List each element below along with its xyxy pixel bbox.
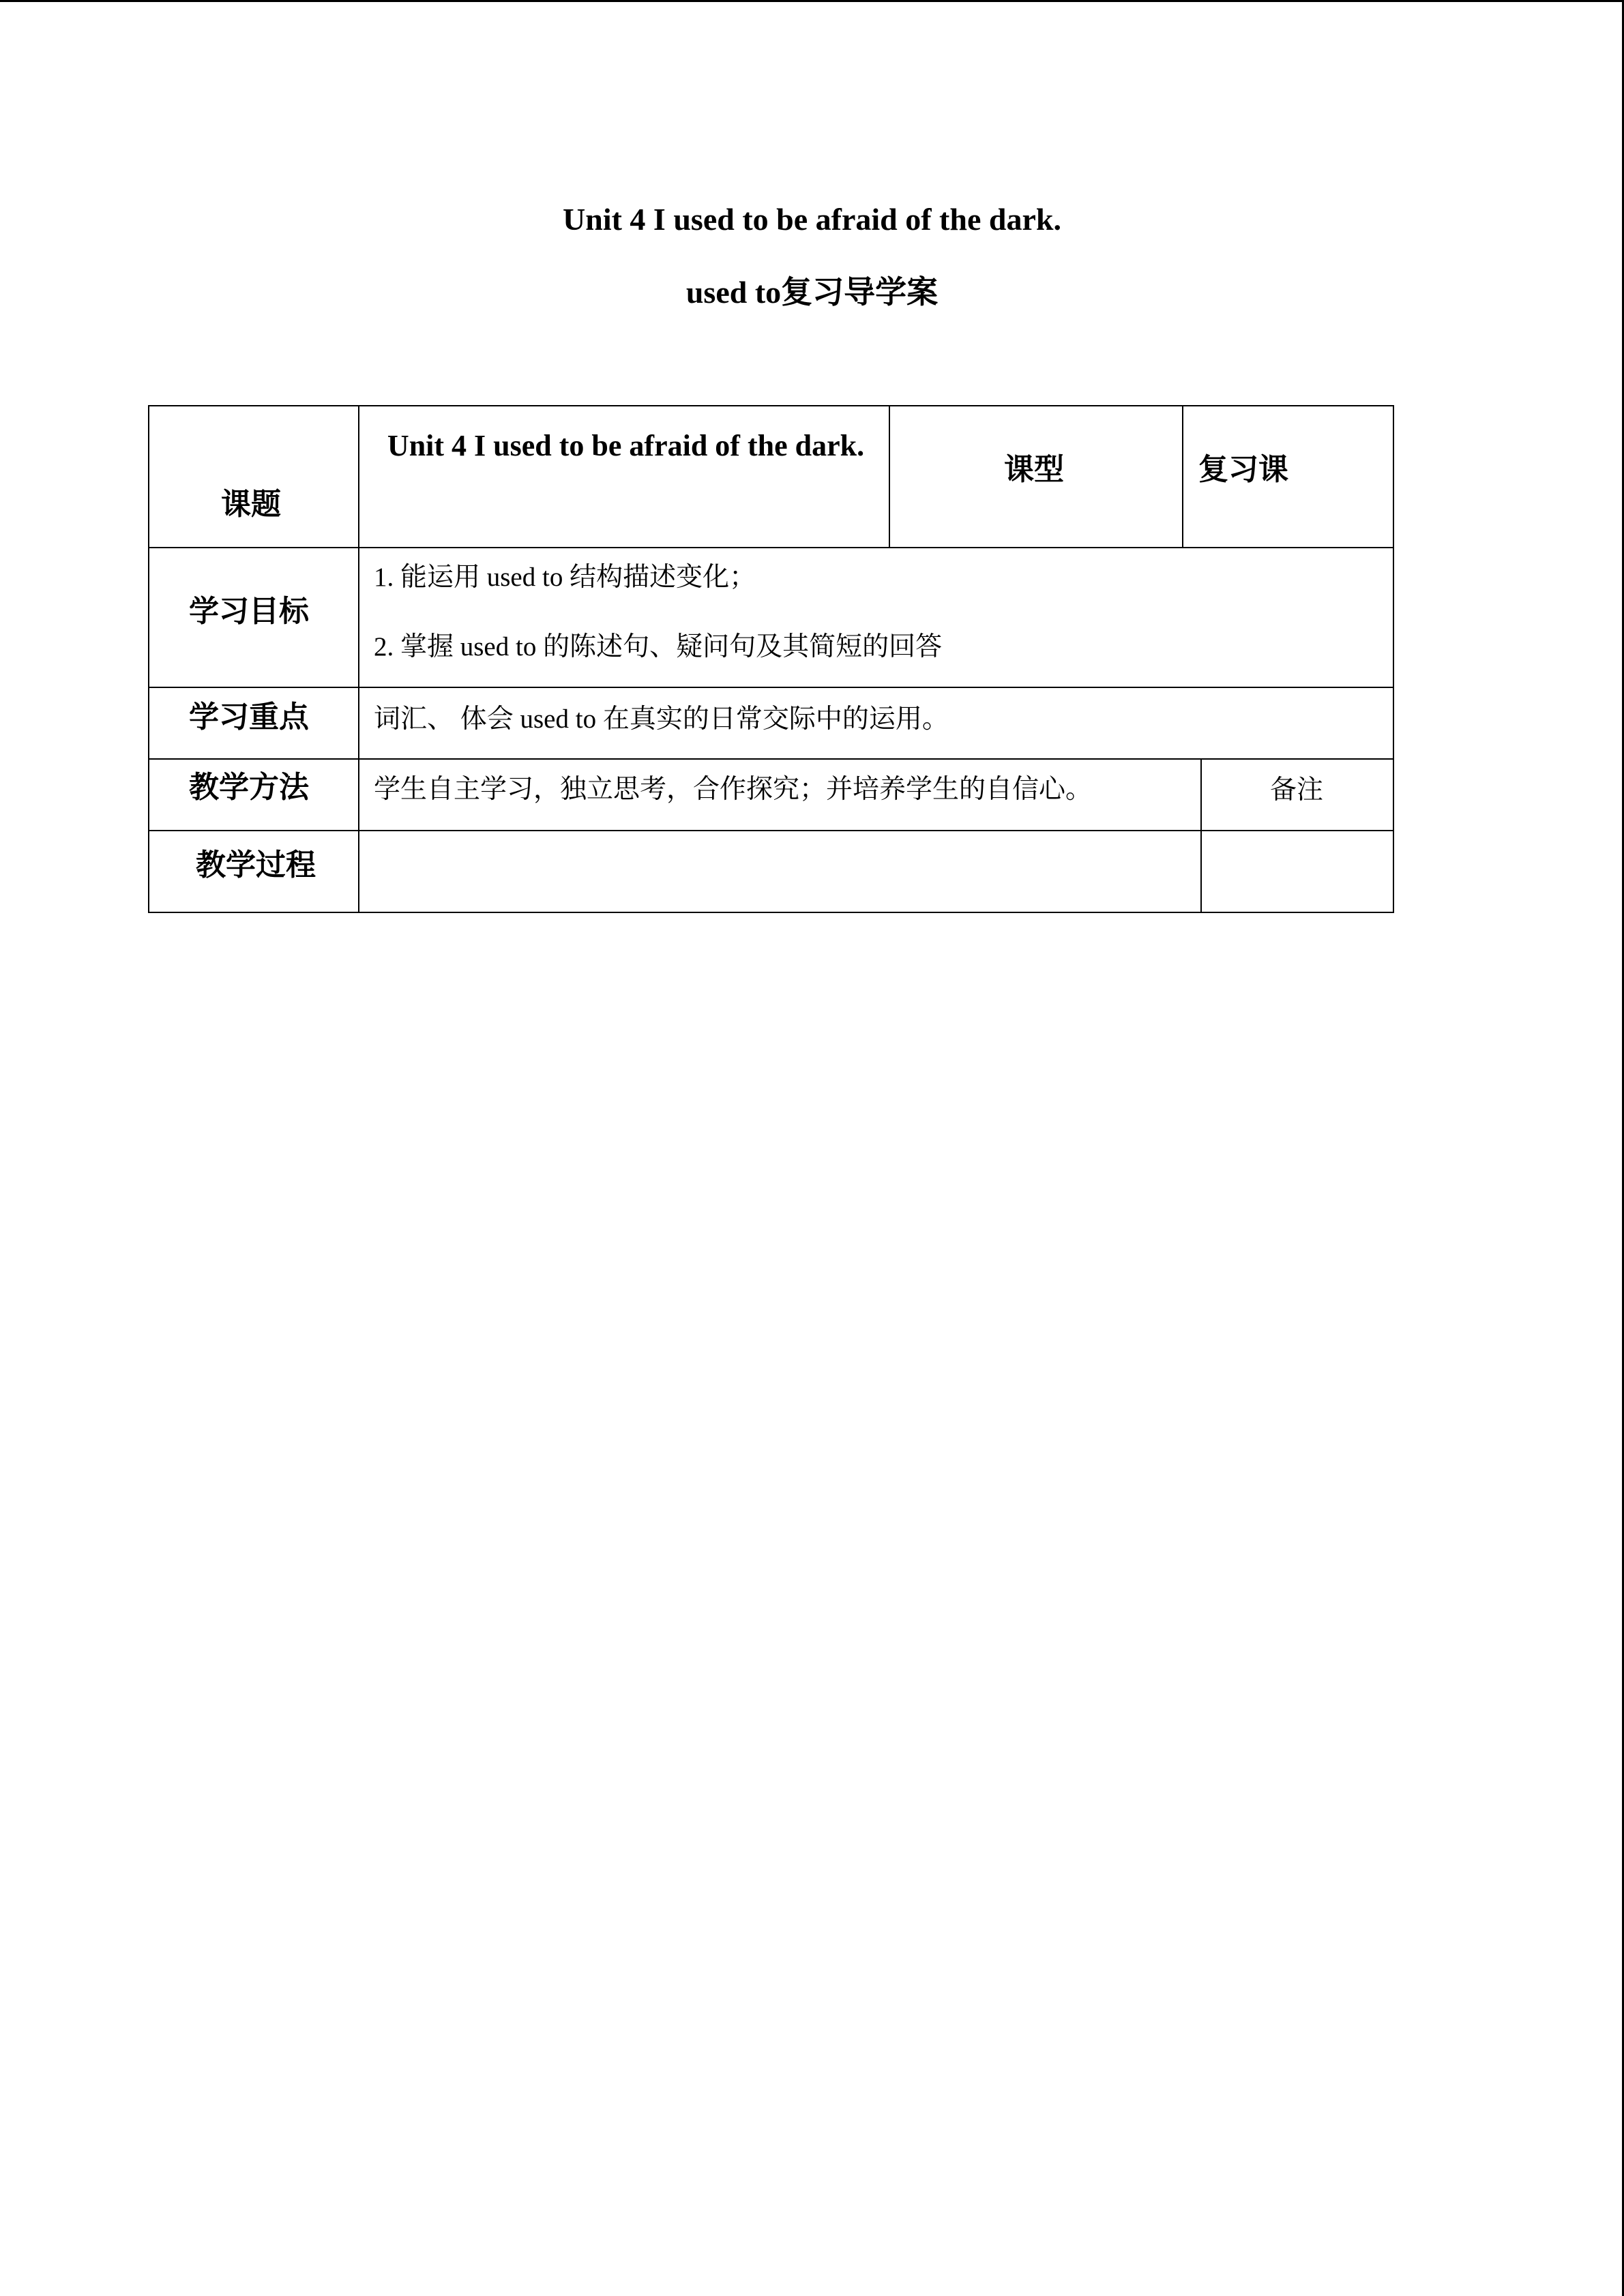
label-learning-goals: 学习目标: [189, 594, 309, 629]
label-topic: 课题: [221, 487, 281, 522]
teaching-method-text: 学生自主学习，独立思考，合作探究；并培养学生的自信心。: [374, 775, 1093, 804]
label-teaching-method: 教学方法: [189, 770, 309, 805]
table-line: [148, 830, 1394, 831]
lesson-topic: Unit 4 I used to be afraid of the dark.: [387, 429, 865, 462]
table-line: [148, 547, 1394, 548]
table-line: [148, 687, 1394, 688]
label-learning-focus: 学习重点: [189, 700, 309, 734]
table-line: [358, 405, 359, 913]
goal-item: 2. 掌握 used to 的陈述句、疑问句及其简短的回答: [374, 632, 943, 661]
table-line: [1200, 758, 1202, 913]
table-line: [1393, 405, 1394, 913]
label-teaching-process: 教学过程: [196, 848, 316, 882]
label-notes: 备注: [1270, 775, 1324, 805]
document-title: Unit 4 I used to be afraid of the dark.: [563, 202, 1061, 237]
table-line: [148, 405, 149, 913]
table-line: [148, 912, 1394, 913]
learning-focus-text: 词汇、 体会 used to 在真实的日常交际中的运用。: [374, 704, 949, 734]
table-line: [1182, 405, 1183, 548]
label-lesson-type: 课型: [1004, 452, 1064, 487]
goal-item: 1. 能运用 used to 结构描述变化；: [374, 563, 756, 592]
lesson-type: 复习课: [1198, 452, 1288, 487]
table-line: [148, 405, 1394, 406]
table-line: [148, 758, 1394, 760]
document-subtitle: used to复习导学案: [685, 275, 939, 310]
top-border-line: [0, 0, 1624, 2]
